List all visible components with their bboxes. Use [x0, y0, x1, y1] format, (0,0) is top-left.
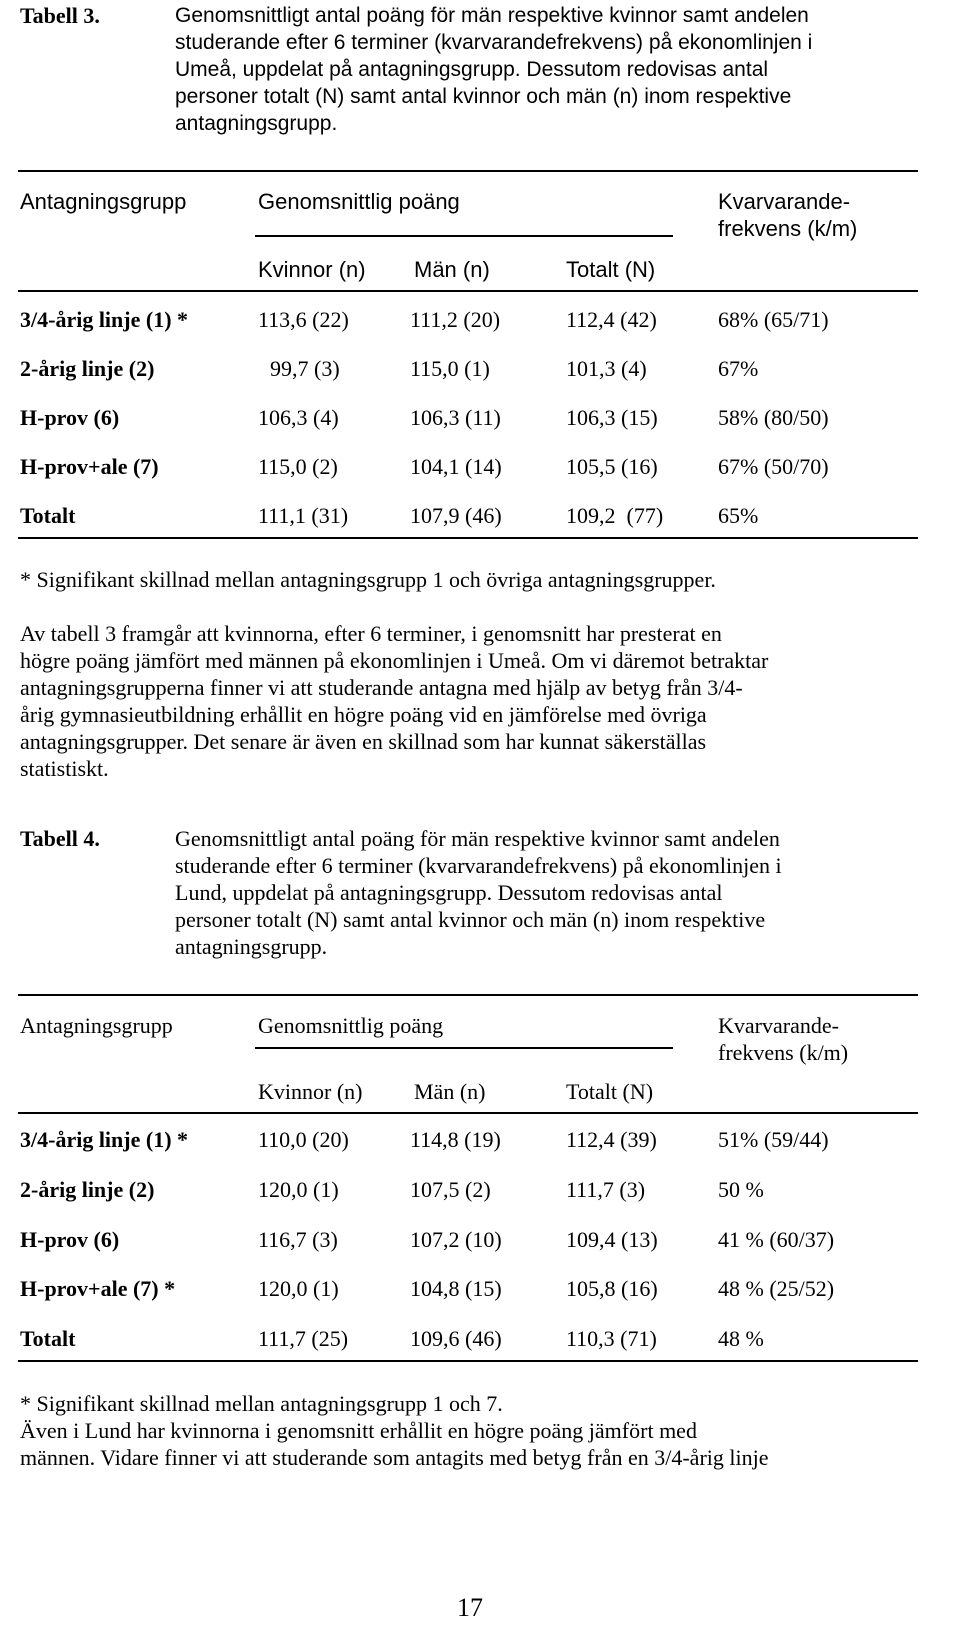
- table3-row-group: 2-årig linje (2): [20, 356, 155, 381]
- table3-cell-men: 111,2 (20): [410, 307, 501, 332]
- paragraph-line: männen. Vidare finner vi att studerande som antagits med betyg från en 3/4-årig linje: [20, 1445, 769, 1470]
- table3-row-group: H-prov (6): [20, 405, 120, 430]
- table4-cell-freq: 51% (59/44): [718, 1127, 829, 1152]
- table3-row-group: Totalt: [20, 503, 76, 528]
- table3-cell-women: 99,7 (3): [270, 356, 340, 381]
- table3-cell-women: 115,0 (2): [258, 454, 338, 479]
- table3-top-rule: [18, 170, 918, 172]
- table3-caption-line: Genomsnittligt antal poäng för män respektive kvinnor samt andelen: [175, 4, 809, 27]
- table4-cell-women: 111,7 (25): [258, 1326, 349, 1351]
- table3-header-rule: [18, 290, 918, 292]
- page-number: 17: [457, 1593, 483, 1622]
- table4-footnote: * Signifikant skillnad mellan antagningsgrupp 1 och 7.: [20, 1391, 503, 1416]
- paragraph-line: högre poäng jämfört med männen på ekonomlinjen i Umeå. Om vi däremot betraktar: [20, 648, 769, 673]
- table3-header-freq-2: frekvens (k/m): [718, 216, 858, 241]
- table4-row-group: H-prov (6): [20, 1227, 120, 1252]
- table3-footnote: * Signifikant skillnad mellan antagningsgrupp 1 och övriga antagningsgrupper.: [20, 567, 716, 592]
- table3-cell-freq: 65%: [718, 503, 759, 528]
- table3-label: Tabell 3.: [20, 3, 100, 28]
- table4-cell-men: 107,2 (10): [410, 1227, 502, 1252]
- table4-cell-women: 120,0 (1): [258, 1276, 339, 1301]
- body-paragraph: [20, 620, 935, 782]
- table3-cell-total: 112,4 (42): [566, 307, 657, 332]
- table3-cell-men: 115,0 (1): [410, 356, 490, 381]
- table4-caption: [175, 825, 935, 960]
- table4-caption-line: personer totalt (N) samt antal kvinnor och män (n) inom respektive: [175, 907, 766, 932]
- table4-row-group: Totalt: [20, 1326, 76, 1351]
- table4-cell-total: 105,8 (16): [566, 1276, 658, 1301]
- table4-cell-freq: 41 % (60/37): [718, 1227, 835, 1252]
- table4-row-group: 2-årig linje (2): [20, 1177, 155, 1202]
- table4-cell-total: 112,4 (39): [566, 1127, 657, 1152]
- table3-cell-freq: 67% (50/70): [718, 454, 829, 479]
- table3-avg-rule: [255, 235, 673, 237]
- table4-caption-line: antagningsgrupp.: [175, 934, 328, 959]
- paragraph-line: statistiskt.: [20, 756, 109, 781]
- table3-cell-total: 105,5 (16): [566, 454, 658, 479]
- table4-cell-men: 109,6 (46): [410, 1326, 502, 1351]
- table3-cell-freq: 68% (65/71): [718, 307, 829, 332]
- table3-header-avg: Genomsnittlig poäng: [258, 189, 460, 214]
- table4-header-freq-2: frekvens (k/m): [718, 1040, 849, 1065]
- table3-cell-total: 106,3 (15): [566, 405, 658, 430]
- paragraph-line: antagningsgrupper. Det senare är även en skillnad som har kunnat säkerställas: [20, 729, 707, 754]
- table3-caption: [175, 2, 935, 137]
- table3-cell-total: 109,2 (77): [566, 503, 664, 528]
- table3-header-men: Män (n): [414, 257, 490, 282]
- table4-header-avg: Genomsnittlig poäng: [258, 1013, 444, 1038]
- table4-cell-freq: 48 %: [718, 1326, 764, 1351]
- table4-bottom-rule: [18, 1360, 918, 1362]
- table4-cell-freq: 50 %: [718, 1177, 764, 1202]
- table3-cell-freq: 58% (80/50): [718, 405, 829, 430]
- table3-header-group: Antagningsgrupp: [20, 189, 187, 214]
- table4-cell-total: 110,3 (71): [566, 1326, 657, 1351]
- table3-cell-women: 106,3 (4): [258, 405, 339, 430]
- table4-cell-women: 116,7 (3): [258, 1227, 338, 1252]
- table4-header-group: Antagningsgrupp: [20, 1013, 173, 1038]
- table4-cell-men: 114,8 (19): [410, 1127, 501, 1152]
- table4-row-group: H-prov+ale (7) *: [20, 1276, 176, 1301]
- table3-header-women: Kvinnor (n): [258, 257, 366, 282]
- table4-cell-total: 109,4 (13): [566, 1227, 658, 1252]
- table3-cell-men: 106,3 (11): [410, 405, 501, 430]
- table3-header-total: Totalt (N): [566, 257, 656, 282]
- paragraph-line: antagningsgrupperna finner vi att studerande antagna med hjälp av betyg från 3/4-: [20, 675, 743, 700]
- table4-cell-total: 111,7 (3): [566, 1177, 646, 1202]
- table3-cell-freq: 67%: [718, 356, 759, 381]
- paragraph-line: Även i Lund har kvinnorna i genomsnitt erhållit en högre poäng jämfört med: [20, 1418, 697, 1443]
- table3-cell-women: 111,1 (31): [258, 503, 349, 528]
- table4-header-total: Totalt (N): [566, 1079, 654, 1104]
- table3-caption-line: studerande efter 6 terminer (kvarvarandefrekvens) på ekonomlinjen i: [175, 31, 813, 54]
- table4-header-men: Män (n): [414, 1079, 486, 1104]
- table3-cell-men: 104,1 (14): [410, 454, 502, 479]
- table4-header-freq-1: Kvarvarande-: [718, 1013, 839, 1038]
- table3-row-group: H-prov+ale (7): [20, 454, 159, 479]
- table3-caption-line: personer totalt (N) samt antal kvinnor och män (n) inom respektive: [175, 85, 792, 108]
- table3-row-group: 3/4-årig linje (1) *: [20, 307, 189, 332]
- table4-cell-men: 107,5 (2): [410, 1177, 491, 1202]
- table4-cell-women: 120,0 (1): [258, 1177, 339, 1202]
- table4-row-group: 3/4-årig linje (1) *: [20, 1127, 189, 1152]
- table3-cell-women: 113,6 (22): [258, 307, 349, 332]
- table3-cell-total: 101,3 (4): [566, 356, 647, 381]
- table4-cell-freq: 48 % (25/52): [718, 1276, 835, 1301]
- paragraph-line: årig gymnasieutbildning erhållit en högre poäng vid en jämförelse med övriga: [20, 702, 707, 727]
- table3-cell-men: 107,9 (46): [410, 503, 502, 528]
- table4-caption-line: Genomsnittligt antal poäng för män respektive kvinnor samt andelen: [175, 826, 780, 851]
- table4-label: Tabell 4.: [20, 826, 100, 851]
- table4-avg-rule: [255, 1047, 673, 1049]
- table3-caption-line: Umeå, uppdelat på antagningsgrupp. Dessutom redovisas antal: [175, 58, 769, 81]
- table3-bottom-rule: [18, 537, 918, 539]
- table4-header-rule: [18, 1112, 918, 1114]
- table4-caption-line: studerande efter 6 terminer (kvarvarandefrekvens) på ekonomlinjen i: [175, 853, 782, 878]
- table4-header-women: Kvinnor (n): [258, 1079, 363, 1104]
- paragraph-line: Av tabell 3 framgår att kvinnorna, efter 6 terminer, i genomsnitt har presterat en: [20, 621, 722, 646]
- table4-caption-line: Lund, uppdelat på antagningsgrupp. Dessutom redovisas antal: [175, 880, 723, 905]
- body-paragraph: [20, 1417, 935, 1471]
- table3-caption-line: antagningsgrupp.: [175, 112, 338, 135]
- table4-top-rule: [18, 994, 918, 996]
- table3-header-freq-1: Kvarvarande-: [718, 189, 851, 214]
- table4-cell-women: 110,0 (20): [258, 1127, 349, 1152]
- table4-cell-men: 104,8 (15): [410, 1276, 502, 1301]
